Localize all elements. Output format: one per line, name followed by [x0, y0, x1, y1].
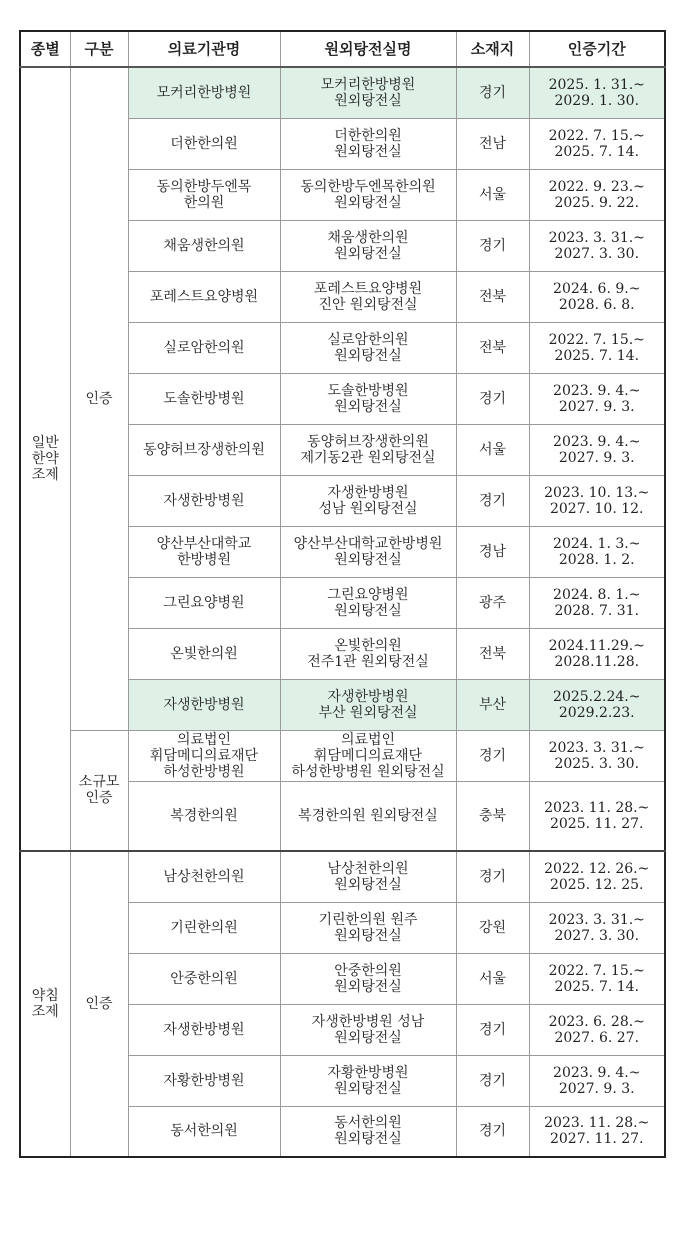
room-line: 원외탕전실 — [334, 398, 402, 415]
period-cell — [529, 220, 665, 271]
period-cell — [529, 781, 665, 851]
institution-cell — [128, 851, 280, 902]
period-line: 2023. 11. 28.~ — [544, 799, 650, 816]
period-line: 2028.11.28. — [554, 653, 640, 670]
period-line: 2023. 9. 4.~ — [553, 433, 641, 450]
period-cell — [529, 577, 665, 628]
header-category: 종별 — [20, 31, 70, 67]
period-line: 2024.11.29.~ — [548, 637, 645, 654]
period-cell — [529, 67, 665, 118]
period-line: 2027. 6. 27. — [554, 1029, 640, 1046]
table-row — [20, 730, 665, 781]
institution-line: 더한한의원 — [170, 135, 238, 152]
type-line: 소규모 — [78, 774, 120, 791]
period-line: 2025. 9. 22. — [554, 194, 640, 211]
period-line: 2029.2.23. — [558, 704, 635, 721]
location-cell: 서울 — [456, 424, 529, 475]
room-line: 원외탕전실 — [334, 927, 402, 944]
room-line: 원외탕전실 — [334, 978, 402, 995]
institution-cell — [128, 953, 280, 1004]
period-cell — [529, 730, 665, 781]
institution-cell — [128, 271, 280, 322]
room-line: 그린요양병원 — [327, 586, 409, 603]
period-line: 2024. 8. 1.~ — [553, 586, 641, 603]
room-line: 휘담메디의료재단 — [313, 747, 423, 764]
room-line: 하성한방병원 원외탕전실 — [291, 763, 445, 780]
location-cell: 서울 — [456, 169, 529, 220]
room-cell — [280, 902, 456, 953]
room-line: 원외탕전실 — [334, 1080, 402, 1097]
room-line: 원외탕전실 — [334, 245, 402, 262]
period-line: 2028. 7. 31. — [554, 602, 640, 619]
room-cell — [280, 1106, 456, 1157]
period-line: 2023. 3. 31.~ — [548, 739, 645, 756]
institution-cell — [128, 220, 280, 271]
room-cell — [280, 730, 456, 781]
room-line: 자황한방병원 — [327, 1064, 409, 1081]
room-line: 더한한의원 — [334, 127, 402, 144]
institution-line: 의료법인 — [176, 731, 232, 748]
room-cell — [280, 1055, 456, 1106]
institution-line: 자생한방병원 — [163, 1021, 245, 1038]
period-cell — [529, 271, 665, 322]
period-line: 2025. 7. 14. — [554, 347, 640, 364]
period-line: 2025. 3. 30. — [554, 755, 640, 772]
period-line: 2023. 11. 28.~ — [544, 1115, 650, 1132]
location-cell: 경기 — [456, 1106, 529, 1157]
institution-cell — [128, 577, 280, 628]
category-line: 일반 — [31, 435, 59, 451]
period-line: 2022. 9. 23.~ — [548, 178, 645, 195]
room-cell — [280, 781, 456, 851]
period-line: 2028. 1. 2. — [558, 551, 635, 568]
institution-line: 채움생한의원 — [163, 237, 245, 254]
room-cell — [280, 67, 456, 118]
room-line: 포레스트요양병원 — [313, 280, 423, 297]
institution-cell — [128, 526, 280, 577]
period-line: 2029. 1. 30. — [554, 92, 640, 109]
room-line: 원외탕전실 — [334, 347, 402, 364]
period-line: 2027. 9. 3. — [558, 449, 635, 466]
period-cell — [529, 851, 665, 902]
room-line: 동의한방두엔목한의원 — [300, 178, 436, 195]
institution-line: 실로암한의원 — [163, 339, 245, 356]
room-line: 원외탕전실 — [334, 1029, 402, 1046]
institution-cell — [128, 1004, 280, 1055]
period-cell — [529, 1106, 665, 1157]
location-cell: 경기 — [456, 851, 529, 902]
institution-line: 자생한방병원 — [163, 492, 245, 509]
institution-line: 안중한의원 — [170, 970, 238, 987]
period-line: 2027. 9. 3. — [558, 1080, 635, 1097]
room-cell — [280, 577, 456, 628]
institution-line: 포레스트요양병원 — [149, 288, 259, 305]
location-cell: 부산 — [456, 679, 529, 730]
header-location: 소재지 — [456, 31, 529, 67]
period-cell — [529, 526, 665, 577]
room-cell — [280, 628, 456, 679]
category-line: 약침 — [31, 988, 59, 1004]
period-line: 2022. 7. 15.~ — [548, 331, 645, 348]
institution-line: 한의원 — [183, 194, 225, 211]
room-cell — [280, 526, 456, 577]
period-line: 2023. 9. 4.~ — [553, 382, 641, 399]
period-line: 2025. 11. 27. — [549, 815, 644, 832]
certification-table — [19, 30, 666, 1158]
institution-line: 복경한의원 — [170, 807, 238, 824]
room-cell — [280, 424, 456, 475]
institution-line: 동의한방두엔목 — [156, 178, 252, 195]
period-line: 2024. 1. 3.~ — [553, 535, 641, 552]
header-type: 구분 — [70, 31, 128, 67]
period-line: 2027. 11. 27. — [549, 1131, 644, 1148]
room-line: 원외탕전실 — [334, 602, 402, 619]
category-cell — [20, 851, 70, 1157]
room-cell — [280, 271, 456, 322]
room-cell — [280, 1004, 456, 1055]
room-line: 원외탕전실 — [334, 92, 402, 109]
room-line: 원외탕전실 — [334, 194, 402, 211]
institution-cell — [128, 475, 280, 526]
type-line: 인증 — [85, 390, 113, 407]
table-row — [20, 67, 665, 118]
period-cell — [529, 1055, 665, 1106]
room-line: 양산부산대학교한방병원 — [293, 535, 443, 552]
location-cell: 경기 — [456, 373, 529, 424]
period-line: 2022. 12. 26.~ — [544, 860, 650, 877]
institution-line: 하성한방병원 — [163, 763, 245, 780]
period-cell — [529, 475, 665, 526]
location-cell: 경기 — [456, 730, 529, 781]
room-cell — [280, 118, 456, 169]
room-line: 원외탕전실 — [334, 1131, 402, 1148]
category-line: 한약 — [31, 451, 59, 467]
institution-line: 남상천한의원 — [163, 868, 245, 885]
room-line: 동서한의원 — [334, 1115, 402, 1132]
location-cell: 서울 — [456, 953, 529, 1004]
room-line: 실로암한의원 — [327, 331, 409, 348]
room-line: 모커리한방병원 — [320, 76, 416, 93]
institution-line: 동양허브장생한의원 — [143, 441, 265, 458]
type-cell — [70, 67, 128, 730]
room-line: 동양허브장생한의원 — [307, 433, 429, 450]
period-line: 2025. 1. 31.~ — [548, 76, 645, 93]
institution-line: 도솔한방병원 — [163, 390, 245, 407]
institution-cell — [128, 118, 280, 169]
header-row — [20, 31, 665, 67]
location-cell: 경기 — [456, 1055, 529, 1106]
institution-line: 그린요양병원 — [163, 594, 245, 611]
room-line: 진안 원외탕전실 — [318, 296, 418, 313]
room-line: 온빛한의원 — [334, 637, 402, 654]
room-cell — [280, 373, 456, 424]
location-cell: 경기 — [456, 1004, 529, 1055]
room-line: 복경한의원 원외탕전실 — [298, 807, 438, 824]
location-cell: 강원 — [456, 902, 529, 953]
institution-line: 모커리한방병원 — [156, 84, 252, 101]
period-line: 2028. 6. 8. — [558, 296, 635, 313]
period-line: 2023. 3. 31.~ — [548, 911, 645, 928]
room-line: 전주1관 원외탕전실 — [307, 653, 429, 670]
location-cell: 경기 — [456, 220, 529, 271]
room-line: 안중한의원 — [334, 962, 402, 979]
room-line: 제기동2관 원외탕전실 — [300, 449, 436, 466]
location-cell: 경기 — [456, 67, 529, 118]
location-cell: 전북 — [456, 628, 529, 679]
room-line: 원외탕전실 — [334, 876, 402, 893]
institution-cell — [128, 902, 280, 953]
period-cell — [529, 373, 665, 424]
room-line: 채움생한의원 — [327, 229, 409, 246]
institution-cell — [128, 322, 280, 373]
room-cell — [280, 679, 456, 730]
period-cell — [529, 628, 665, 679]
period-cell — [529, 953, 665, 1004]
period-line: 2027. 3. 30. — [554, 245, 640, 262]
institution-cell — [128, 730, 280, 781]
period-line: 2022. 7. 15.~ — [548, 962, 645, 979]
institution-cell — [128, 169, 280, 220]
location-cell: 경남 — [456, 526, 529, 577]
period-line: 2023. 10. 13.~ — [544, 484, 650, 501]
room-cell — [280, 953, 456, 1004]
room-line: 도솔한방병원 — [327, 382, 409, 399]
room-line: 자생한방병원 — [327, 484, 409, 501]
period-line: 2025. 12. 25. — [549, 876, 644, 893]
location-cell: 전남 — [456, 118, 529, 169]
institution-line: 온빛한의원 — [170, 645, 238, 662]
period-line: 2024. 6. 9.~ — [553, 280, 641, 297]
period-line: 2027. 10. 12. — [549, 500, 644, 517]
period-cell — [529, 118, 665, 169]
period-line: 2022. 7. 15.~ — [548, 127, 645, 144]
table-row — [20, 851, 665, 902]
category-line: 조제 — [31, 467, 59, 483]
period-cell — [529, 169, 665, 220]
period-line: 2023. 9. 4.~ — [553, 1064, 641, 1081]
institution-line: 자황한방병원 — [163, 1072, 245, 1089]
institution-line: 양산부산대학교 — [156, 535, 252, 552]
institution-line: 자생한방병원 — [163, 696, 245, 713]
period-cell — [529, 1004, 665, 1055]
room-line: 기린한의원 원주 — [318, 911, 418, 928]
location-cell: 전북 — [456, 322, 529, 373]
institution-cell — [128, 67, 280, 118]
institution-cell — [128, 781, 280, 851]
institution-cell — [128, 1106, 280, 1157]
type-cell — [70, 851, 128, 1157]
location-cell: 충북 — [456, 781, 529, 851]
period-line: 2023. 6. 28.~ — [548, 1013, 645, 1030]
institution-cell — [128, 1055, 280, 1106]
room-line: 원외탕전실 — [334, 551, 402, 568]
type-cell — [70, 730, 128, 851]
institution-line: 기린한의원 — [170, 919, 238, 936]
room-line: 자생한방병원 — [327, 688, 409, 705]
period-cell — [529, 424, 665, 475]
location-cell: 전북 — [456, 271, 529, 322]
room-line: 의료법인 — [340, 731, 396, 748]
location-cell: 경기 — [456, 475, 529, 526]
institution-line: 한방병원 — [176, 551, 232, 568]
room-line: 원외탕전실 — [334, 143, 402, 160]
room-line: 부산 원외탕전실 — [318, 704, 418, 721]
period-cell — [529, 679, 665, 730]
room-line: 남상천한의원 — [327, 860, 409, 877]
type-line: 인증 — [85, 996, 113, 1012]
period-cell — [529, 902, 665, 953]
room-cell — [280, 851, 456, 902]
category-cell — [20, 67, 70, 851]
institution-line: 동서한의원 — [170, 1123, 238, 1140]
institution-line: 휘담메디의료재단 — [149, 747, 259, 764]
institution-cell — [128, 373, 280, 424]
institution-cell — [128, 424, 280, 475]
period-cell — [529, 322, 665, 373]
period-line: 2027. 3. 30. — [554, 927, 640, 944]
location-cell: 광주 — [456, 577, 529, 628]
room-cell — [280, 220, 456, 271]
room-line: 자생한방병원 성남 — [311, 1013, 425, 1030]
period-line: 2023. 3. 31.~ — [548, 229, 645, 246]
type-line: 인증 — [85, 790, 113, 807]
period-line: 2025. 7. 14. — [554, 978, 640, 995]
header-period: 인증기간 — [529, 31, 665, 67]
period-line: 2025.2.24.~ — [553, 688, 641, 705]
room-line: 성남 원외탕전실 — [318, 500, 418, 517]
period-line: 2025. 7. 14. — [554, 143, 640, 160]
room-cell — [280, 322, 456, 373]
room-cell — [280, 169, 456, 220]
category-line: 조제 — [31, 1004, 59, 1020]
institution-cell — [128, 628, 280, 679]
institution-cell — [128, 679, 280, 730]
room-cell — [280, 475, 456, 526]
header-institution: 의료기관명 — [128, 31, 280, 67]
header-room: 원외탕전실명 — [280, 31, 456, 67]
period-line: 2027. 9. 3. — [558, 398, 635, 415]
